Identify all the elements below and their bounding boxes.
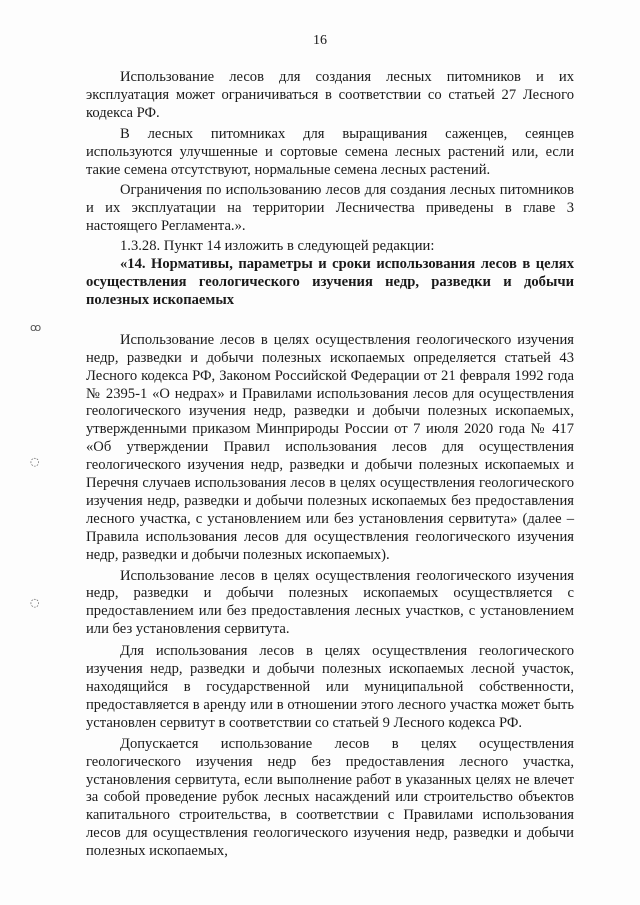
- paragraph: Допускается использование лесов в целях осуществления геологического изучения недр без предоставления лесного участка, установления сервитута, если выполнение работ в указанных целях не влечет за собой проведение рубок лесных насаждений или строительство объектов капитального строительства, в соответствии с Правилами использования лесов для осуществления геологического изучения недр, разведки и добычи полезных ископаемых,: [86, 735, 574, 860]
- paragraph: Ограничения по использованию лесов для создания лесных питомников и их эксплуатации на территории Лесничества приведены в главе 3 настоящего Регламента.».: [86, 182, 574, 235]
- page-number: 16: [313, 33, 327, 48]
- paragraph: Использование лесов для создания лесных питомников и их эксплуатация может ограничиваться в соответствии со статьей 27 Лесного кодекса РФ.: [86, 69, 574, 121]
- document-body: [86, 69, 574, 861]
- paragraph: Для использования лесов в целях осуществления геологического изучения недр, разведки и добычи полезных ископаемых лесной участок, находящийся в государственной или муниципальной собственности, предоставляется в аренду или в отношении этого лесного участка может быть установлен сервитут в соответствии со статьей 9 Лесного кодекса РФ.: [86, 643, 574, 731]
- paragraph: Использование лесов в целях осуществления геологического изучения недр, разведки и добычи полезных ископаемых определяется статьей 43 Лесного кодекса РФ, Законом Российской Федерации от 21 февраля 1992 года № 2395-1 «О недрах» и Правилами использования лесов для осуществления геологического изучения недр, разведки и добычи полезных ископаемых, утвержденными приказом Минприроды России от 7 июля 2020 года № 417 «Об утверждении Правил использования лесов для осуществления геологического изучения недр, разведки и добычи полезных ископаемых и Перечня случаев использования лесов в целях осуществления геологического изучения недр, разведки и добычи полезных ископаемых без предоставления лесного участка, с установлением или без установления сервитута» (далее – Правила использования лесов для осуществления геологического изучения недр, разведки и добычи полезных ископаемых).: [86, 331, 574, 563]
- paragraph: 1.3.28. Пункт 14 изложить в следующей редакции:: [120, 238, 435, 255]
- section-heading: «14. Нормативы, параметры и сроки использования лесов в целях осуществления геологического изучения недр, разведки и добычи полезных ископаемых: [86, 256, 574, 308]
- margin-mark-icon: ꝏ: [30, 321, 42, 334]
- paragraph: В лесных питомниках для выращивания саженцев, сеянцев используются улучшенные и сортовые семена лесных растений или, если такие семена отсутствуют, нормальные семена лесных растений.: [86, 125, 574, 178]
- margin-mark-icon: ◌: [30, 455, 40, 468]
- margin-mark-icon: ◌: [30, 596, 40, 609]
- spacer: [86, 310, 574, 332]
- paragraph: Использование лесов в целях осуществления геологического изучения недр, разведки и добычи полезных ископаемых осуществляется с предоставлением или без предоставления лесных участков, с установлением или без установления сервитута.: [86, 567, 574, 638]
